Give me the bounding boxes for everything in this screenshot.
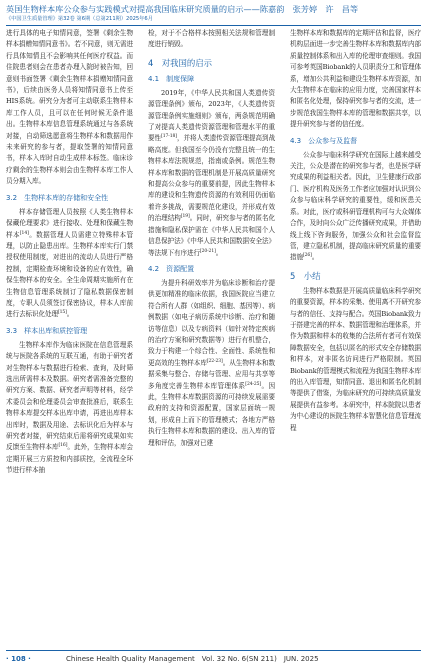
page-number: · 108 · [6, 655, 31, 663]
footer-rule [6, 650, 421, 651]
paragraph: 样本存储管理人员按照《人类生物样本保藏伦理要求》进行接收、处理和保藏生物样本[14]。数据管理人员需建立特殊样本管理，以防止隐患出库。生物样本库实行门禁授权使用制度，对进出的流动人员进行严格控制，定期检查环境和设备的应有效性，确保生物样本的安全。全生命周期实施所有在生物信息管理系统制订了隐私数据保密制度，专职人员须签订保密协议，样本人库前进行去标识化处理[15]。 [6, 207, 133, 319]
paragraph: 2019年，《中华人民共和国人类遗传资源管理条例》颁布，2023年，《人类遗传资源管理条例实施细则》颁布，两条规范明确了对提高人类遗传资源管理和管理水平的重要性[17-18]，并将人类遗传资源管理提高到战略高度。但我国至今仍没有完整且统一的生物样本库法规规范，指南或条例。规范生物样本库和数据的管理机制是开展高质量研究和提高公众参与的重要前提，因此生物样本库的建设和生物遗传资源的有效利用仍面临着许多挑战，需要规范化建设，并形成有效的治理结构[19]。同时，研究参与者的匿名化措施和隐私保护需在《中华人民共和国个人信息保护法》《中华人民共和国数据安全法》等法规下有序进行[20-21]。 [148, 88, 276, 257]
paragraph: 生物样本数据是开展高质量临床科学研究的重要资源，样本的采集、使用离不开研究参与者的信任、支持与配合。英国Biobank致力于搭建完善的样本、数据管理和治理体系，并作为数据和样本的收集的合法所有者可有效保障数据安全，包括以匿名的形式安全存储数据和样本，对非匿名访问进行严格限制。英国Biobank的管理模式和流程为我国生物样本库的出入库管理，知情同意、退出和匿名化机制等提供了借鉴，为临床研究的可持续高质量发展提供有益参考。本研究中，样本院院以患者为中心建设的医院生物样本智慧化信息管理流程 [290, 286, 421, 432]
section-heading-3-2: 3.2 生物样本库的存储和安全性 [6, 193, 109, 202]
paragraph: 为提升科研效率并为临床诊断和治疗提供更加精准的临床依据，我国医院应当建立符合所有人群（如组织、细胞、基因等）、病例数据（如电子病历系统中诊断、治疗和随访等信息）以及专病资料（如针对特定疾病的治疗方案和研究数据等）进行有机整合，致力于构建一个综合性、全面性、系统性和更高效的生物样本库[22-23]。从生物样本和数据采集与整合、存储与管理、应用与共享等多角度完善生物样本库管理体系[24-25]。因此，生物样本库数据资源的可持续发展需要政府的支持和资源配置，国家层面统一规划，形成自上而下的管理模式；各地方严格执行生物样本库和数据的建设、出入库的管理和评估，加强对已建 [148, 278, 275, 447]
column-3 [290, 28, 421, 434]
section-heading-4-1: 4.1 制度保障 [148, 74, 195, 83]
section-heading-4-3: 4.3 公众参与及监督 [290, 136, 358, 145]
journal-citation: 《中国卫生质量管理》第32卷 第6期（总第211期）2025年6月 [6, 16, 153, 22]
section-heading-5: 5 小结 [290, 270, 321, 281]
section-heading-3-3: 3.3 样本出库和质控管理 [6, 326, 88, 335]
running-title: 英国生物样本库公众参与实践模式对提高我国临床研究质量的启示——陈嘉韵 张芳婷 许 昌等 [6, 4, 359, 14]
journal-name: Chinese Health Quality Management Vol. 32 No. 6(SN 211) JUN. 2025 [66, 655, 319, 663]
section-heading-4: 4 对我国的启示 [148, 57, 212, 68]
page-footer [6, 652, 421, 666]
column-1 [6, 28, 133, 477]
paragraph: 公众参与临床科学研究在国际上越来越受关注，公众是潜在的研究参与者，也是医学研究成果的利益相关者。因此，卫生健康行政部门、医疗机构及医务工作者应加强对认识到公众参与临床科学研究的重要性，缓和医患关系。对此，医疗或科研管理机构可与大众媒体合作，及时向公众广泛传播研究成果，并借助线上线下咨询服务，加强公众和社会监督监管，建立隐私机制，提高临床研究质量的重要措施[26]。 [290, 150, 421, 262]
section-heading-4-2: 4.2 资源配置 [148, 264, 195, 273]
paragraph: 进行具体的电子知情同意，签署《剩余生物样本捐赠知情同意书》。若不同意，则无需进行具体知情且不会影响其任何医疗权益。而住院患者则会在患者办理入院时被告知，回意则书面签署《剩余生物样本捐赠知情同意书》，后续由医务人员将知情同意书上传至HIS系统。研究分为者可主动联系生物样本库工作人员，且可以在任何时候无条件退出。生物样本库信息管理系统通过与各系统对接，自动筛选愿意将生物样本和数据用作未来研究的参与者，提取签署的知情同意书，样本入库时自动生成样本标签。临床诊疗剩余的生物样本则会由生物样本库工作人员分期入库。 [6, 29, 133, 186]
header-rule [6, 25, 421, 26]
paragraph: 生物样本库和数据库的定期评估和监督，医疗机构层面进一步完善生物样本库和数据库内部质量控制体系和出入库的伦理审查细则。我国可参考英国Biobank的人员职责分工和管理体系，增加公共利益和建设生物样本库资源，加大生物样本在临床的应用力度，完善国家样本和匿名化处理，保持研究参与者的交流，进一步规范我国生物样本库的管理和数据共享，以提升研究参与者的信任度。 [290, 29, 421, 129]
paragraph: 检，对于不合格样本按照相关法规和管理制度进行销毁。 [148, 29, 275, 49]
column-2 [148, 28, 275, 449]
paragraph: 生物样本库作为临床医院在信息管理系统与医院各系统的互联互通，有助于研究者对生物样本与数据进行检索、查询，及时筛选出所需样本及数据。研究者需准备完整的研究方案、数据、研究者声明等材料，经学术委员会和伦理委员会审查批准后，联系生物样本库提交样本出库申请，再进出库样本出库时，数据及用途、去标识化后为样本与研究者对接，研究结束后需将研究成果如实反馈至生物样本库[16]。此外，生物样本库会定期开展三方质控和内部质控，全流程全环节进行样本抽 [6, 340, 133, 475]
